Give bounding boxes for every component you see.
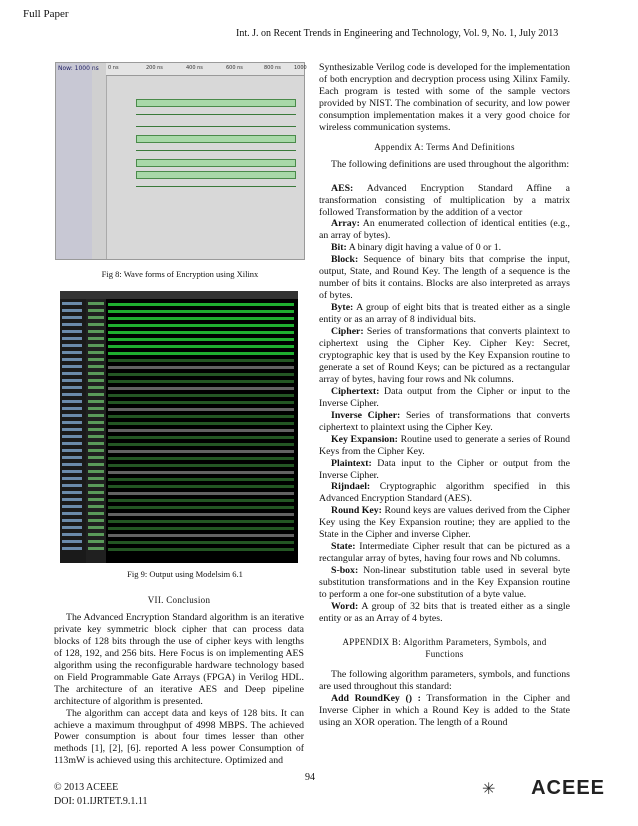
modelsim-signal-row	[60, 364, 298, 371]
term-text: Intermediate Cipher result that can be pictured as a rectangular array of bytes, having four rows and Nb columns.	[319, 541, 570, 565]
modelsim-signal-row	[60, 413, 298, 420]
term-label: Array:	[331, 218, 360, 230]
left-column	[54, 595, 304, 767]
term-label: Key Expansion:	[331, 433, 398, 445]
aceee-logo-icon: ✳	[482, 781, 496, 798]
modelsim-signal-row	[60, 350, 298, 357]
modelsim-signal-row	[60, 371, 298, 378]
modelsim-signal-row	[60, 399, 298, 406]
modelsim-signal-row	[60, 511, 298, 518]
modelsim-signal-row	[60, 427, 298, 434]
modelsim-signal-row	[60, 448, 298, 455]
modelsim-signal-row	[60, 532, 298, 539]
fig8-tick: 600 ns	[226, 65, 243, 71]
fig8-tick: 200 ns	[146, 65, 163, 71]
term-text: Routine used to generate a series of Round Keys from the Cipher Key.	[319, 433, 570, 457]
definition-item	[319, 565, 570, 601]
modelsim-signal-row	[60, 462, 298, 469]
modelsim-signal-row	[60, 441, 298, 448]
term-label: AES:	[331, 182, 354, 194]
definition-item	[319, 434, 570, 458]
fig8-tick: 400 ns	[186, 65, 203, 71]
right-column	[319, 62, 570, 729]
modelsim-signal-row	[60, 329, 298, 336]
modelsim-signal-row	[60, 504, 298, 511]
term-label: S-box:	[331, 565, 359, 577]
definition-item	[319, 541, 570, 565]
fig8-now-label: Now: 1000 ns	[58, 65, 99, 72]
modelsim-signal-row	[60, 308, 298, 315]
term-label: Plaintext:	[331, 457, 372, 469]
definition-item	[319, 458, 570, 482]
modelsim-signal-row	[60, 483, 298, 490]
definition-item	[319, 410, 570, 434]
fig8-tick: 800 ns	[264, 65, 281, 71]
footer-doi: DOI: 01.IJRTET.9.1.11	[54, 796, 148, 807]
appendix-a-title: Appendix A: Terms And Definitions	[374, 141, 515, 152]
term-text: Data input to the Cipher or output from the Inverse Cipher.	[319, 457, 570, 481]
modelsim-signal-row	[60, 469, 298, 476]
fig8-waveform-image	[55, 62, 305, 260]
definition-item	[319, 242, 570, 254]
footer-copyright: © 2013 ACEEE	[54, 782, 119, 793]
term-label: Add RoundKey () :	[331, 692, 421, 704]
term-label: Ciphertext:	[331, 385, 380, 397]
modelsim-signal-row	[60, 315, 298, 322]
modelsim-signal-row	[60, 455, 298, 462]
modelsim-signal-row	[60, 378, 298, 385]
modelsim-signal-row	[60, 434, 298, 441]
modelsim-signal-row	[60, 343, 298, 350]
modelsim-signal-row	[60, 357, 298, 364]
section-title-conclusion: VII. Conclusion	[147, 595, 211, 605]
fig9-caption: Fig 9: Output using Modelsim 6.1	[127, 569, 243, 579]
modelsim-signal-row	[60, 420, 298, 427]
term-label: Word:	[331, 600, 359, 612]
term-label: Block:	[331, 254, 359, 266]
term-text: Non-linear substitution table used in several byte substitution transformations and in the Key Expansion routine to perform a one for-one substitution of a byte value.	[319, 565, 570, 601]
fig8-tick: 0 ns	[108, 65, 119, 71]
modelsim-signal-row	[60, 476, 298, 483]
definition-item	[319, 302, 570, 326]
definition-item	[319, 481, 570, 505]
aceee-logo: ACEEE	[531, 777, 605, 799]
term-label: Bit:	[331, 242, 347, 254]
fig8-tick: 1000	[294, 65, 307, 71]
term-text: Round keys are values derived from the Cipher Key using the Key Expansion routine; they are applied to the State in the Cipher and inverse Cipher.	[319, 505, 570, 541]
term-text: Series of transformations that converts ciphertext to plaintext using the Cipher Key.	[319, 409, 570, 433]
parameters-intro: The following algorithm parameters, symbols, and functions are used throughout this standard:	[319, 668, 570, 692]
definitions-list	[319, 183, 570, 625]
modelsim-signal-row	[60, 497, 298, 504]
modelsim-signal-row	[60, 301, 298, 308]
conclusion-paragraph-2: The algorithm can accept data and keys of 128 bits. It can achieve a maximum throughput of 4998 MBPS. The achieved Power consumption is about four times lesser than other methods [1], [2], [6]. reported A less power Consumption of 113mW is achieved using this architecture. Optimized and	[54, 707, 304, 767]
definition-item	[319, 326, 570, 386]
definition-item	[319, 505, 570, 541]
page-number: 94	[305, 772, 315, 783]
modelsim-signal-row	[60, 525, 298, 532]
term-label: Cipher:	[331, 326, 364, 338]
full-paper-label: Full Paper	[23, 8, 69, 20]
journal-header: Int. J. on Recent Trends in Engineering and Technology, Vol. 9, No. 1, July 2013	[236, 28, 559, 39]
modelsim-signal-row	[60, 406, 298, 413]
modelsim-signal-row	[60, 322, 298, 329]
appendix-b-title-line2: Functions	[425, 648, 464, 659]
definitions-intro: The following definitions are used throughout the algorithm:	[331, 158, 570, 170]
modelsim-signal-row	[60, 546, 298, 553]
term-label: Rijndael:	[331, 481, 371, 493]
term-text: Transformation in the Cipher and Inverse Cipher in which a Round Key is added to the State using an XOR operation. The length of a Round	[319, 692, 571, 728]
term-label: Inverse Cipher:	[331, 409, 401, 421]
appendix-b-title-line1: APPENDIX B: Algorithm Parameters, Symbols, and	[342, 636, 547, 647]
modelsim-signal-row	[60, 336, 298, 343]
fig9-modelsim-image	[60, 291, 298, 563]
term-text: A group of 32 bits that is treated either as a single entity or as an Array of 4 bytes.	[319, 600, 570, 624]
term-text: Advanced Encryption Standard Affine a transformation consisting of multiplication by a matrix followed Transformation by the addition of a vector	[319, 182, 570, 218]
addroundkey-definition	[319, 693, 570, 729]
definition-item	[319, 254, 570, 302]
term-text: Sequence of binary bits that comprise the input, output, State, and Round Key. The length of a sequence is the number of bits it contains. Blocks are also interpreted as arrays of bytes.	[319, 254, 570, 302]
term-text: Cryptographic algorithm specified in this Advanced Encryption Standard (AES).	[319, 481, 570, 505]
fig8-caption: Fig 8: Wave forms of Encryption using Xilinx	[101, 269, 259, 279]
term-text: Series of transformations that converts plaintext to ciphertext using the Cipher Key. Cipher Key: Secret, cryptographic key that is used by the Key Expansion routine to generate a set of Round Keys; can be pictured as a rectangular array of bytes, having four rows and Nk columns.	[319, 326, 570, 385]
definition-item	[319, 386, 570, 410]
term-label: Round Key:	[331, 505, 382, 517]
modelsim-signal-row	[60, 385, 298, 392]
term-text: A binary digit having a value of 0 or 1.	[346, 242, 502, 254]
term-label: Byte:	[331, 302, 354, 314]
definition-item	[319, 601, 570, 625]
modelsim-signal-row	[60, 490, 298, 497]
modelsim-signal-row	[60, 518, 298, 525]
definition-item	[319, 218, 570, 242]
definition-item	[319, 183, 570, 219]
conclusion-paragraph-1: The Advanced Encryption Standard algorithm is an iterative private key symmetric block cipher that can process data blocks of 128 bits through the use of cipher keys with lengths of 128, 192, and 256 bits. Here Focus is on implementing AES algorithm using the reconfigurable hardware technology based on Field Programmable Gate Arrays (FPGA) in Verilog HDL. The architecture of an iterative AES and Deep pipeline architecture of algorithm is presented.	[54, 611, 304, 707]
term-label: State:	[331, 541, 356, 553]
modelsim-signal-row	[60, 539, 298, 546]
term-text: An enumerated collection of identical entities (e.g., an array of bytes).	[319, 218, 570, 242]
term-text: A group of eight bits that is treated either as a single entity or as an array of 8 individual bits.	[319, 302, 570, 326]
term-text: Data output from the Cipher or input to the Inverse Cipher.	[319, 385, 570, 409]
intro-paragraph: Synthesizable Verilog code is developed for the implementation of both encryption and decryption process using Xilinx Family. Each program is tested with some of the sample vectors provided by NIST. The combination of security, and low power consumption implementation makes it a very good choice for wireless communication systems.	[319, 62, 570, 133]
modelsim-signal-row	[60, 392, 298, 399]
